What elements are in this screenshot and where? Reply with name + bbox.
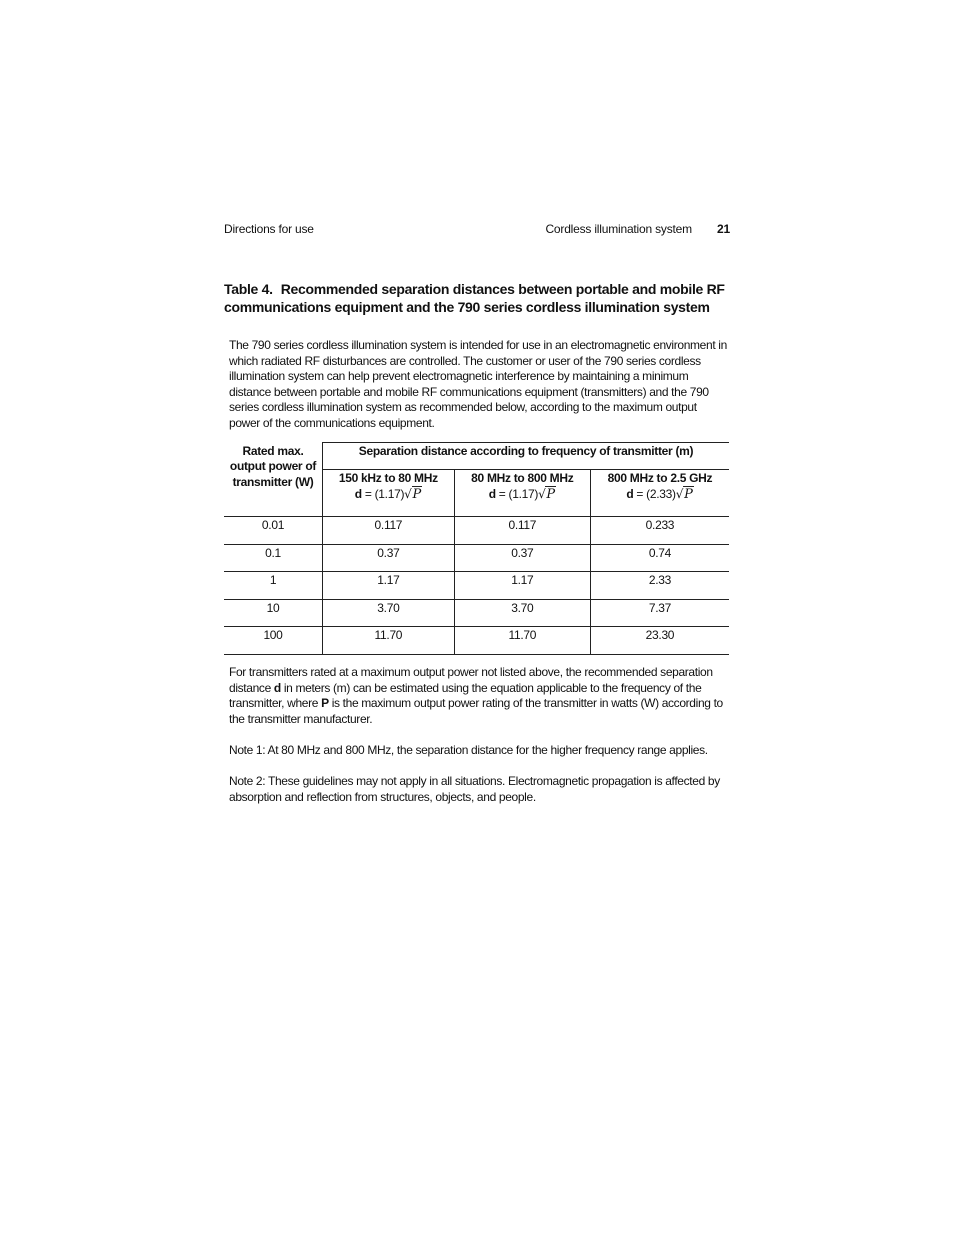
estimation-text: is the maximum output power rating of the transmitter in watts (W) according to the transmitter manufacturer. [229, 696, 723, 726]
running-header [224, 221, 730, 239]
distance-cell: 0.74 [590, 544, 729, 572]
band-header [323, 470, 455, 517]
distance-cell: 7.37 [590, 599, 729, 627]
distance-cell: 3.70 [454, 599, 590, 627]
distance-cell: 0.117 [323, 517, 455, 545]
distance-cell: 3.70 [323, 599, 455, 627]
power-cell: 10 [224, 599, 323, 627]
distance-cell: 1.17 [323, 572, 455, 600]
band-label: 800 MHz to 2.5 GHz [607, 471, 713, 485]
estimation-paragraph [229, 665, 729, 727]
header-document-title: Cordless illumination system [545, 222, 692, 236]
power-cell: 1 [224, 572, 323, 600]
table-row [224, 627, 729, 655]
table-caption [224, 280, 744, 316]
distance-cell: 11.70 [454, 627, 590, 655]
distance-cell: 0.117 [454, 517, 590, 545]
distance-cell: 11.70 [323, 627, 455, 655]
separation-distance-table [224, 442, 729, 655]
header-section-title: Directions for use [224, 222, 314, 236]
square-root-p [676, 486, 694, 503]
band-formula [626, 486, 693, 503]
formula-variable-d: d [626, 487, 634, 501]
radical-icon: √ [538, 487, 546, 501]
variable-d: d [273, 680, 281, 695]
square-root-p [404, 486, 422, 503]
separation-distance-header: Separation distance according to frequency of transmitter (m) [323, 443, 730, 470]
note-1: Note 1: At 80 MHz and 800 MHz, the separation distance for the higher frequency range applies. [229, 742, 708, 757]
formula-coefficient: = (2.33) [633, 487, 676, 501]
table-row [224, 544, 729, 572]
note-2: Note 2: These guidelines may not apply in all situations. Electromagnetic propagation is affected by absorption and reflection from structures, objects, and people. [229, 774, 720, 804]
intro-paragraph: The 790 series cordless illumination system is intended for use in an electromagnetic environment in which radiated RF disturbances are controlled. The customer or user of the 790 series cordless illumination system can help prevent electromagnetic interference by maintaining a minimum distance between portable and mobile RF communications equipment (transmitters) and the 790 series cordless illumination system as recommended below, according to the maximum output power of the communications equipment. [229, 338, 727, 430]
power-cell: 0.1 [224, 544, 323, 572]
power-column-header: Rated max. output power of transmitter (W) [224, 443, 323, 517]
band-formula [489, 486, 556, 503]
table-label: Table 4. [224, 281, 273, 297]
formula-coefficient: = (1.17) [361, 487, 405, 501]
band-label: 150 kHz to 80 MHz [338, 471, 438, 485]
formula-variable-p: P [684, 487, 693, 502]
table-header-row [224, 443, 729, 470]
band-header [590, 470, 729, 517]
distance-cell: 2.33 [590, 572, 729, 600]
formula-coefficient: = (1.17) [495, 487, 539, 501]
variable-p: P [321, 696, 329, 711]
table-row [224, 517, 729, 545]
table-row [224, 572, 729, 600]
power-cell: 0.01 [224, 517, 323, 545]
formula-variable-d: d [354, 487, 362, 501]
formula-variable-d: d [488, 487, 496, 501]
table-title: Recommended separation distances between portable and mobile RF communications equipment and the 790 series cordless illumination system [224, 281, 725, 315]
distance-cell: 1.17 [454, 572, 590, 600]
formula-variable-p: P [412, 487, 421, 502]
estimation-text: in meters (m) can be estimated using the equation applicable to the frequency of the transmitter, where [229, 680, 702, 711]
estimation-text: For transmitters rated at a maximum output power not listed above, the recommended separation distance [229, 665, 713, 695]
distance-cell: 23.30 [590, 627, 729, 655]
distance-cell: 0.37 [454, 544, 590, 572]
band-formula [355, 486, 422, 503]
distance-cell: 0.37 [323, 544, 455, 572]
square-root-p [538, 486, 556, 503]
formula-variable-p: P [546, 487, 555, 502]
page-number: 21 [717, 222, 730, 236]
band-label: 80 MHz to 800 MHz [471, 471, 574, 485]
radical-icon: √ [404, 487, 412, 501]
power-cell: 100 [224, 627, 323, 655]
header-right [545, 221, 730, 237]
table-row [224, 599, 729, 627]
radical-icon: √ [675, 487, 684, 501]
band-header [454, 470, 590, 517]
table-notes [229, 665, 729, 821]
distance-cell: 0.233 [590, 517, 729, 545]
